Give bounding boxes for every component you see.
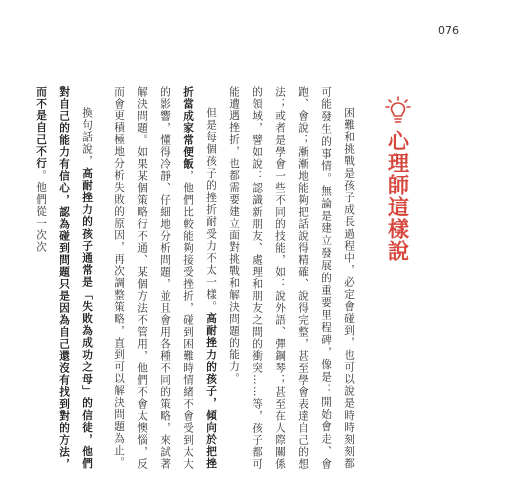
paragraph-2-part-2: ，他們比較能夠接受挫折，碰到困難時情緒不會受到太大的影響，懂得冷靜、仔細地分析問題，並且會用各種不同的策略，來試著解決問題。如果某個策略行不通、某個方法不管用，他們不會太懊惱，反而會更積極地分析失敗的原因，再次調整策略，直到可以解決問題為止。 (113, 86, 194, 470)
paragraph-3 (29, 86, 98, 470)
paragraph-2-bold-1: 高耐挫力的孩子，傾向於把挫折當成家常便飯 (182, 86, 217, 470)
page-number: 076 (438, 24, 459, 37)
section-header (382, 96, 414, 262)
body-text (35, 86, 360, 471)
paragraph-2 (107, 86, 222, 470)
paragraph-2-part-1: 但是每個孩子的挫折耐受力不太一樣。 (205, 107, 217, 313)
paragraph-3-part-2: 。他們從一次次 (35, 169, 47, 254)
paragraph-1 (222, 86, 360, 470)
lightbulb-icon (385, 96, 411, 126)
section-title: 心理師這樣說 (385, 130, 411, 262)
paragraph-1-text: 困難和挑戰是孩子成長過程中，必定會碰到，也可以說是時時刻刻都可能發生的事情。無論是建立發展的重要里程碑，像是：開始會走、會跑、會說；漸漸地能夠把話說得精確、說得完整，甚至學會表達自己的想法；或者是學會一些不同的技能，如：說外語、彈鋼琴；甚至在人際關係的領域，譬如說：認識新朋友、處理和朋友之間的衝突……等，孩子都可能遭遇挫折，也都需要建立面對挑戰和解決問題的能力。 (228, 86, 355, 470)
paragraph-3-part-1: 換句話說， (81, 107, 93, 168)
paragraph-3-bold-1: 高耐挫力的孩子通常是「失敗為成功之母」的信徒，他們對自己的能力有信心，認為碰到問題只是因為自己還沒有找到對的方法，而不是自己不行 (35, 86, 93, 471)
